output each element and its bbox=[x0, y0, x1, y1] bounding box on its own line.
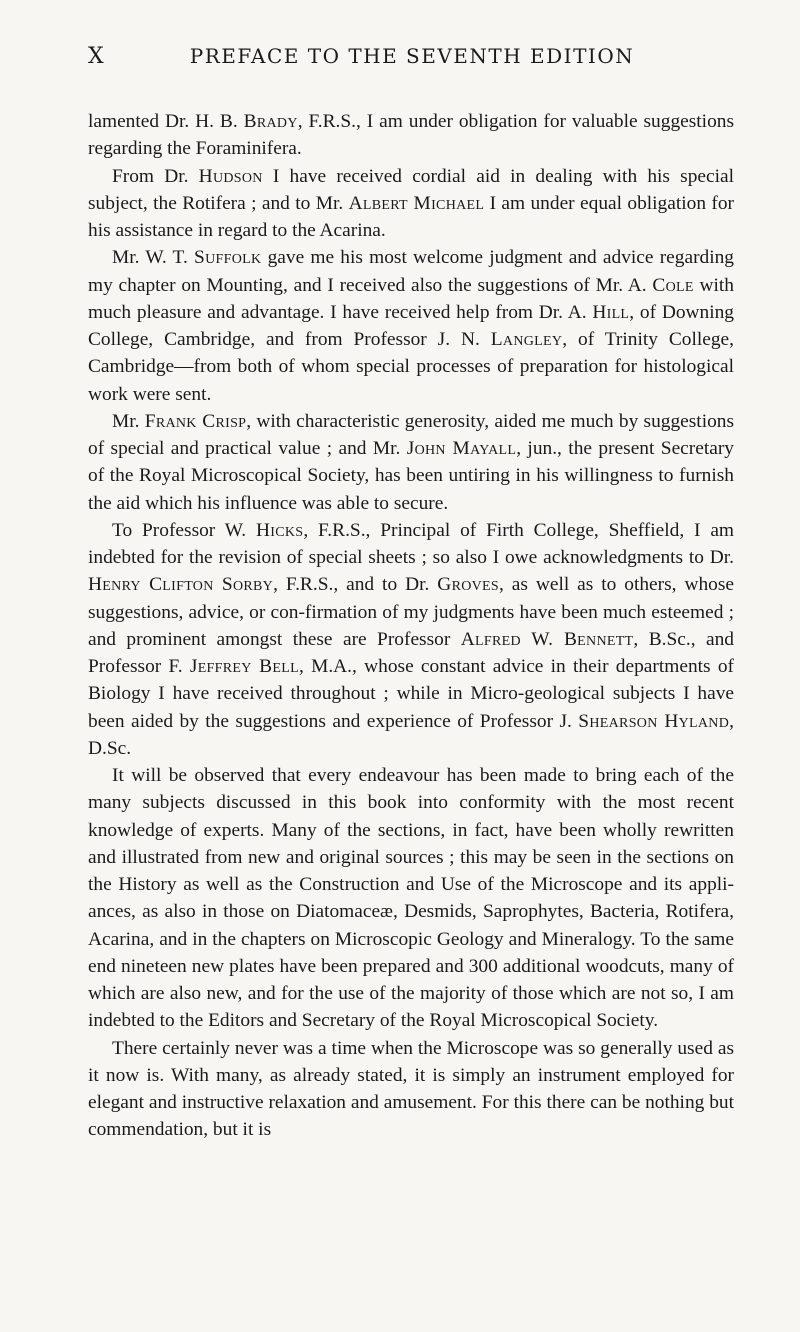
person-name: Frank Crisp bbox=[144, 410, 247, 432]
text-run: lamented Dr. H. B. bbox=[88, 111, 244, 132]
person-name: Hudson bbox=[198, 165, 263, 187]
running-head bbox=[88, 44, 736, 74]
person-name: Brady bbox=[243, 111, 298, 132]
text-run: It will be observed that every endeavour has been made to bring each of the many subjects discussed in this book into conformity with the most recent knowledge of experts. Many of the sections, in fact, have been wholly rewritten and illustrated from new and original sources ; this may be seen in the sections on the History as well as the Construction and Use of the Microscope and its appli-ances, as also in those on Diatomaceæ, Desmids, Saprophytes, Bacteria, Rotifera, Acarina, and in the chapters on Microscopic Geology and Mineralogy. To the same end nineteen new plates have been prepared and 300 additional woodcuts, many of which are also new, and for the use of the majority of those which are not so, I am indebted to the Editors and Secretary of the Royal Microscopical Society. bbox=[88, 765, 734, 1032]
text-run: , F.R.S., I am under obligation for valuable suggestions regarding the Foraminifera. bbox=[88, 111, 734, 160]
text-run: , M.A., whose constant advice in their departments of Biology I have received throughout ; while in Micro-geological subjects I have been aided by the suggestions and experience of Professor J. bbox=[88, 656, 734, 732]
running-title: PREFACE TO THE SEVENTH EDITION bbox=[189, 44, 635, 68]
body-text bbox=[88, 108, 734, 1144]
text-run: Mr. W. T. bbox=[112, 247, 195, 269]
person-name: Albert Michael bbox=[348, 192, 485, 214]
person-name: Groves bbox=[437, 574, 499, 596]
text-run: , D.Sc. bbox=[88, 710, 734, 759]
page-number: X bbox=[88, 44, 105, 69]
paragraph bbox=[88, 244, 734, 408]
text-run: , of Downing College, Cambridge, and from Professor J. N. bbox=[88, 301, 734, 350]
text-run: with much pleasure and advantage. I have received help from Dr. A. bbox=[88, 274, 734, 323]
text-run: , as well as to others, whose suggestions, advice, or con-firmation of my judgments have been much esteemed ; and prominent amongst these are Professor bbox=[88, 574, 734, 650]
text-run: , B.Sc., and Professor F. bbox=[88, 628, 734, 677]
text-run: gave me his most welcome judgment and advice regarding my chapter on Mounting, and I received also the suggestions of Mr. A. bbox=[88, 247, 734, 296]
text-run: , F.R.S., and to Dr. bbox=[273, 574, 438, 596]
text-run: , with characteristic generosity, aided me much by suggestions of special and practical value ; and Mr. bbox=[88, 410, 735, 459]
text-run: There certainly never was a time when the Microscope was so generally used as it now is. With many, as already stated, it is simply an instrument employed for elegant and instructive relaxation and amusement. For this there can be nothing but commendation, but it is bbox=[88, 1037, 734, 1141]
paragraph bbox=[88, 108, 734, 163]
text-run: I am under equal obligation for his assistance in regard to the Acarina. bbox=[88, 192, 735, 241]
text-run: Mr. bbox=[112, 410, 145, 432]
paragraph bbox=[88, 517, 734, 762]
paragraph bbox=[88, 408, 734, 517]
text-run: , of Trinity College, Cambridge—from both of whom special processes of preparation for histological work were sent. bbox=[88, 329, 734, 405]
person-name: Alfred W. Bennett bbox=[460, 628, 634, 650]
person-name: Hicks bbox=[255, 519, 304, 541]
person-name: Cole bbox=[652, 274, 694, 296]
text-run: From Dr. bbox=[112, 165, 199, 187]
person-name: Jeffrey Bell bbox=[189, 656, 299, 677]
paragraph bbox=[88, 163, 734, 245]
text-run: I have received cordial aid in dealing with his special subject, the Rotifera ; and to Mr. bbox=[88, 165, 734, 214]
person-name: Langley bbox=[490, 329, 563, 350]
person-name: John Mayall bbox=[406, 438, 517, 459]
text-run: To Professor W. bbox=[112, 519, 256, 541]
person-name: Suffolk bbox=[194, 247, 262, 269]
paragraph bbox=[88, 1035, 734, 1144]
paragraph bbox=[88, 762, 734, 1035]
person-name: Hill bbox=[592, 301, 630, 323]
text-run: , F.R.S., Principal of Firth College, Sheffield, I am indebted for the revision of special sheets ; so also I owe acknowledgments to Dr. bbox=[88, 519, 735, 568]
text-run: , jun., the present Secretary of the Royal Microscopical Society, has been untiring in his willingness to furnish the aid which his influence was able to secure. bbox=[88, 438, 734, 514]
person-name: Henry Clifton Sorby bbox=[88, 574, 274, 596]
person-name: Shearson Hyland bbox=[578, 710, 730, 732]
